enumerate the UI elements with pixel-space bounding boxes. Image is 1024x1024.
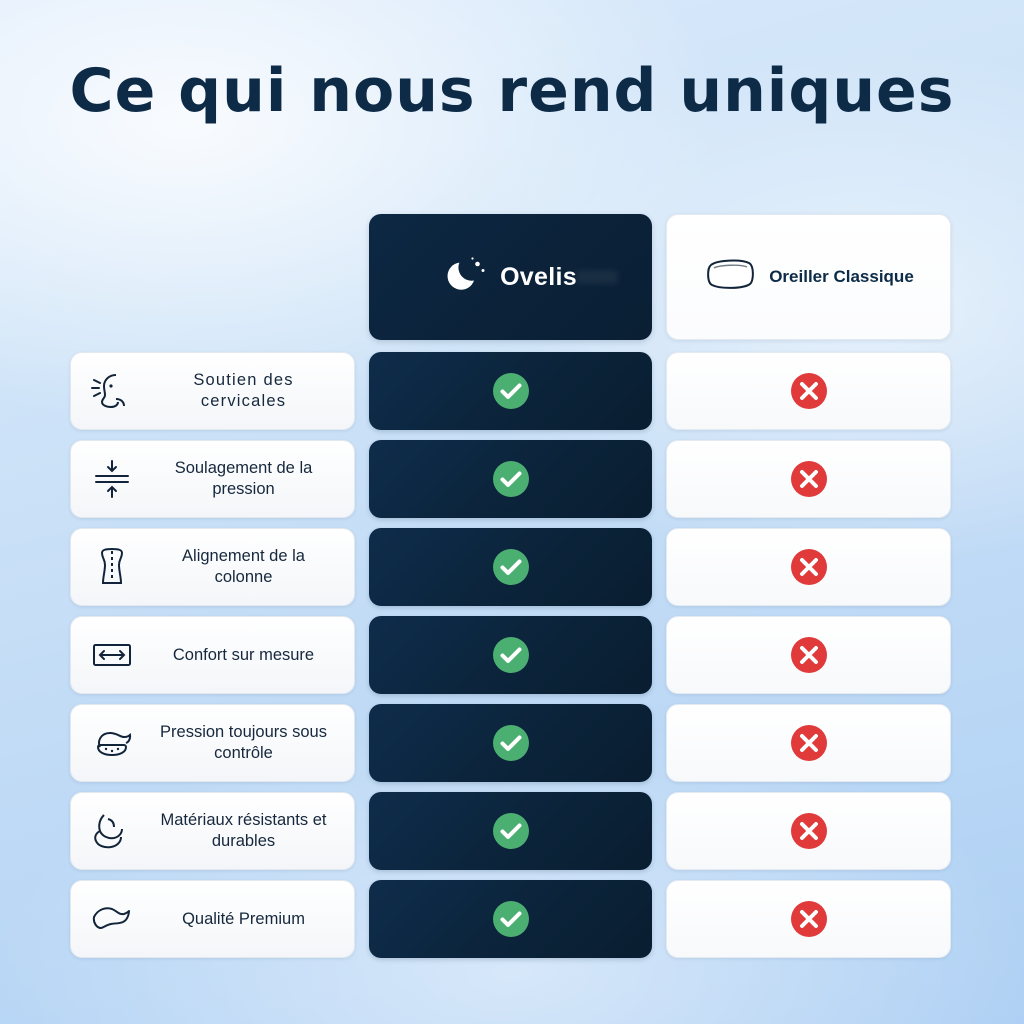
moon-stars-icon xyxy=(444,252,490,303)
cross-circle-icon xyxy=(788,634,830,676)
table-header-row xyxy=(70,214,954,340)
cross-circle-icon xyxy=(788,546,830,588)
other-name-label: Oreiller Classique xyxy=(769,267,914,286)
table-row xyxy=(70,880,954,958)
feature-cell xyxy=(70,440,355,518)
feature-label: Pression toujours sous contrôle xyxy=(160,723,327,762)
check-circle-icon xyxy=(490,898,532,940)
table-row xyxy=(70,352,954,430)
check-circle-icon xyxy=(490,634,532,676)
brand-value-cell xyxy=(369,616,652,694)
feature-label: Confort sur mesure xyxy=(172,645,315,664)
comparison-table xyxy=(70,214,954,968)
other-value-cell xyxy=(666,880,951,958)
other-value-cell xyxy=(666,704,951,782)
brand-watermark xyxy=(576,270,618,284)
table-row xyxy=(70,528,954,606)
brand-name-label: Ovelis xyxy=(500,262,577,291)
other-value-cell xyxy=(666,792,951,870)
check-circle-icon xyxy=(490,370,532,412)
other-column-header xyxy=(666,214,951,340)
other-value-cell xyxy=(666,528,951,606)
other-value-cell xyxy=(666,440,951,518)
brand-value-cell xyxy=(369,792,652,870)
feature-cell xyxy=(70,704,355,782)
feature-cell xyxy=(70,528,355,606)
feature-cell xyxy=(70,792,355,870)
feature-cell xyxy=(70,352,355,430)
header-spacer xyxy=(70,214,355,340)
feature-label: Soutien des cervicales xyxy=(193,371,294,410)
brand-column-header xyxy=(369,214,652,340)
check-circle-icon xyxy=(490,546,532,588)
table-row xyxy=(70,704,954,782)
feature-label: Alignement de la colonne xyxy=(182,547,305,586)
brand-value-cell xyxy=(369,528,652,606)
table-row xyxy=(70,440,954,518)
pillow-icon xyxy=(703,255,757,300)
brand-value-cell xyxy=(369,352,652,430)
page-title: Ce qui nous rend uniques xyxy=(69,56,955,126)
cross-circle-icon xyxy=(788,370,830,412)
cross-circle-icon xyxy=(788,722,830,764)
spine-back-icon xyxy=(81,541,143,593)
muscle-arm-icon xyxy=(81,805,143,857)
check-circle-icon xyxy=(490,458,532,500)
other-value-cell xyxy=(666,352,951,430)
brand-value-cell xyxy=(369,704,652,782)
feature-label: Matériaux résistants et durables xyxy=(160,811,327,850)
memory-foam-icon xyxy=(81,717,143,769)
width-adjust-icon xyxy=(81,629,143,681)
feature-cell xyxy=(70,616,355,694)
cross-circle-icon xyxy=(788,458,830,500)
brand-value-cell xyxy=(369,440,652,518)
premium-fabric-icon xyxy=(81,893,143,945)
feature-label: Soulagement de la pression xyxy=(174,459,313,498)
cross-circle-icon xyxy=(788,810,830,852)
table-row xyxy=(70,792,954,870)
pressure-arrows-icon xyxy=(81,453,143,505)
check-circle-icon xyxy=(490,722,532,764)
table-row xyxy=(70,616,954,694)
other-value-cell xyxy=(666,616,951,694)
cross-circle-icon xyxy=(788,898,830,940)
brand-value-cell xyxy=(369,880,652,958)
check-circle-icon xyxy=(490,810,532,852)
head-neck-icon xyxy=(81,365,143,417)
feature-label: Qualité Premium xyxy=(182,909,305,928)
feature-cell xyxy=(70,880,355,958)
